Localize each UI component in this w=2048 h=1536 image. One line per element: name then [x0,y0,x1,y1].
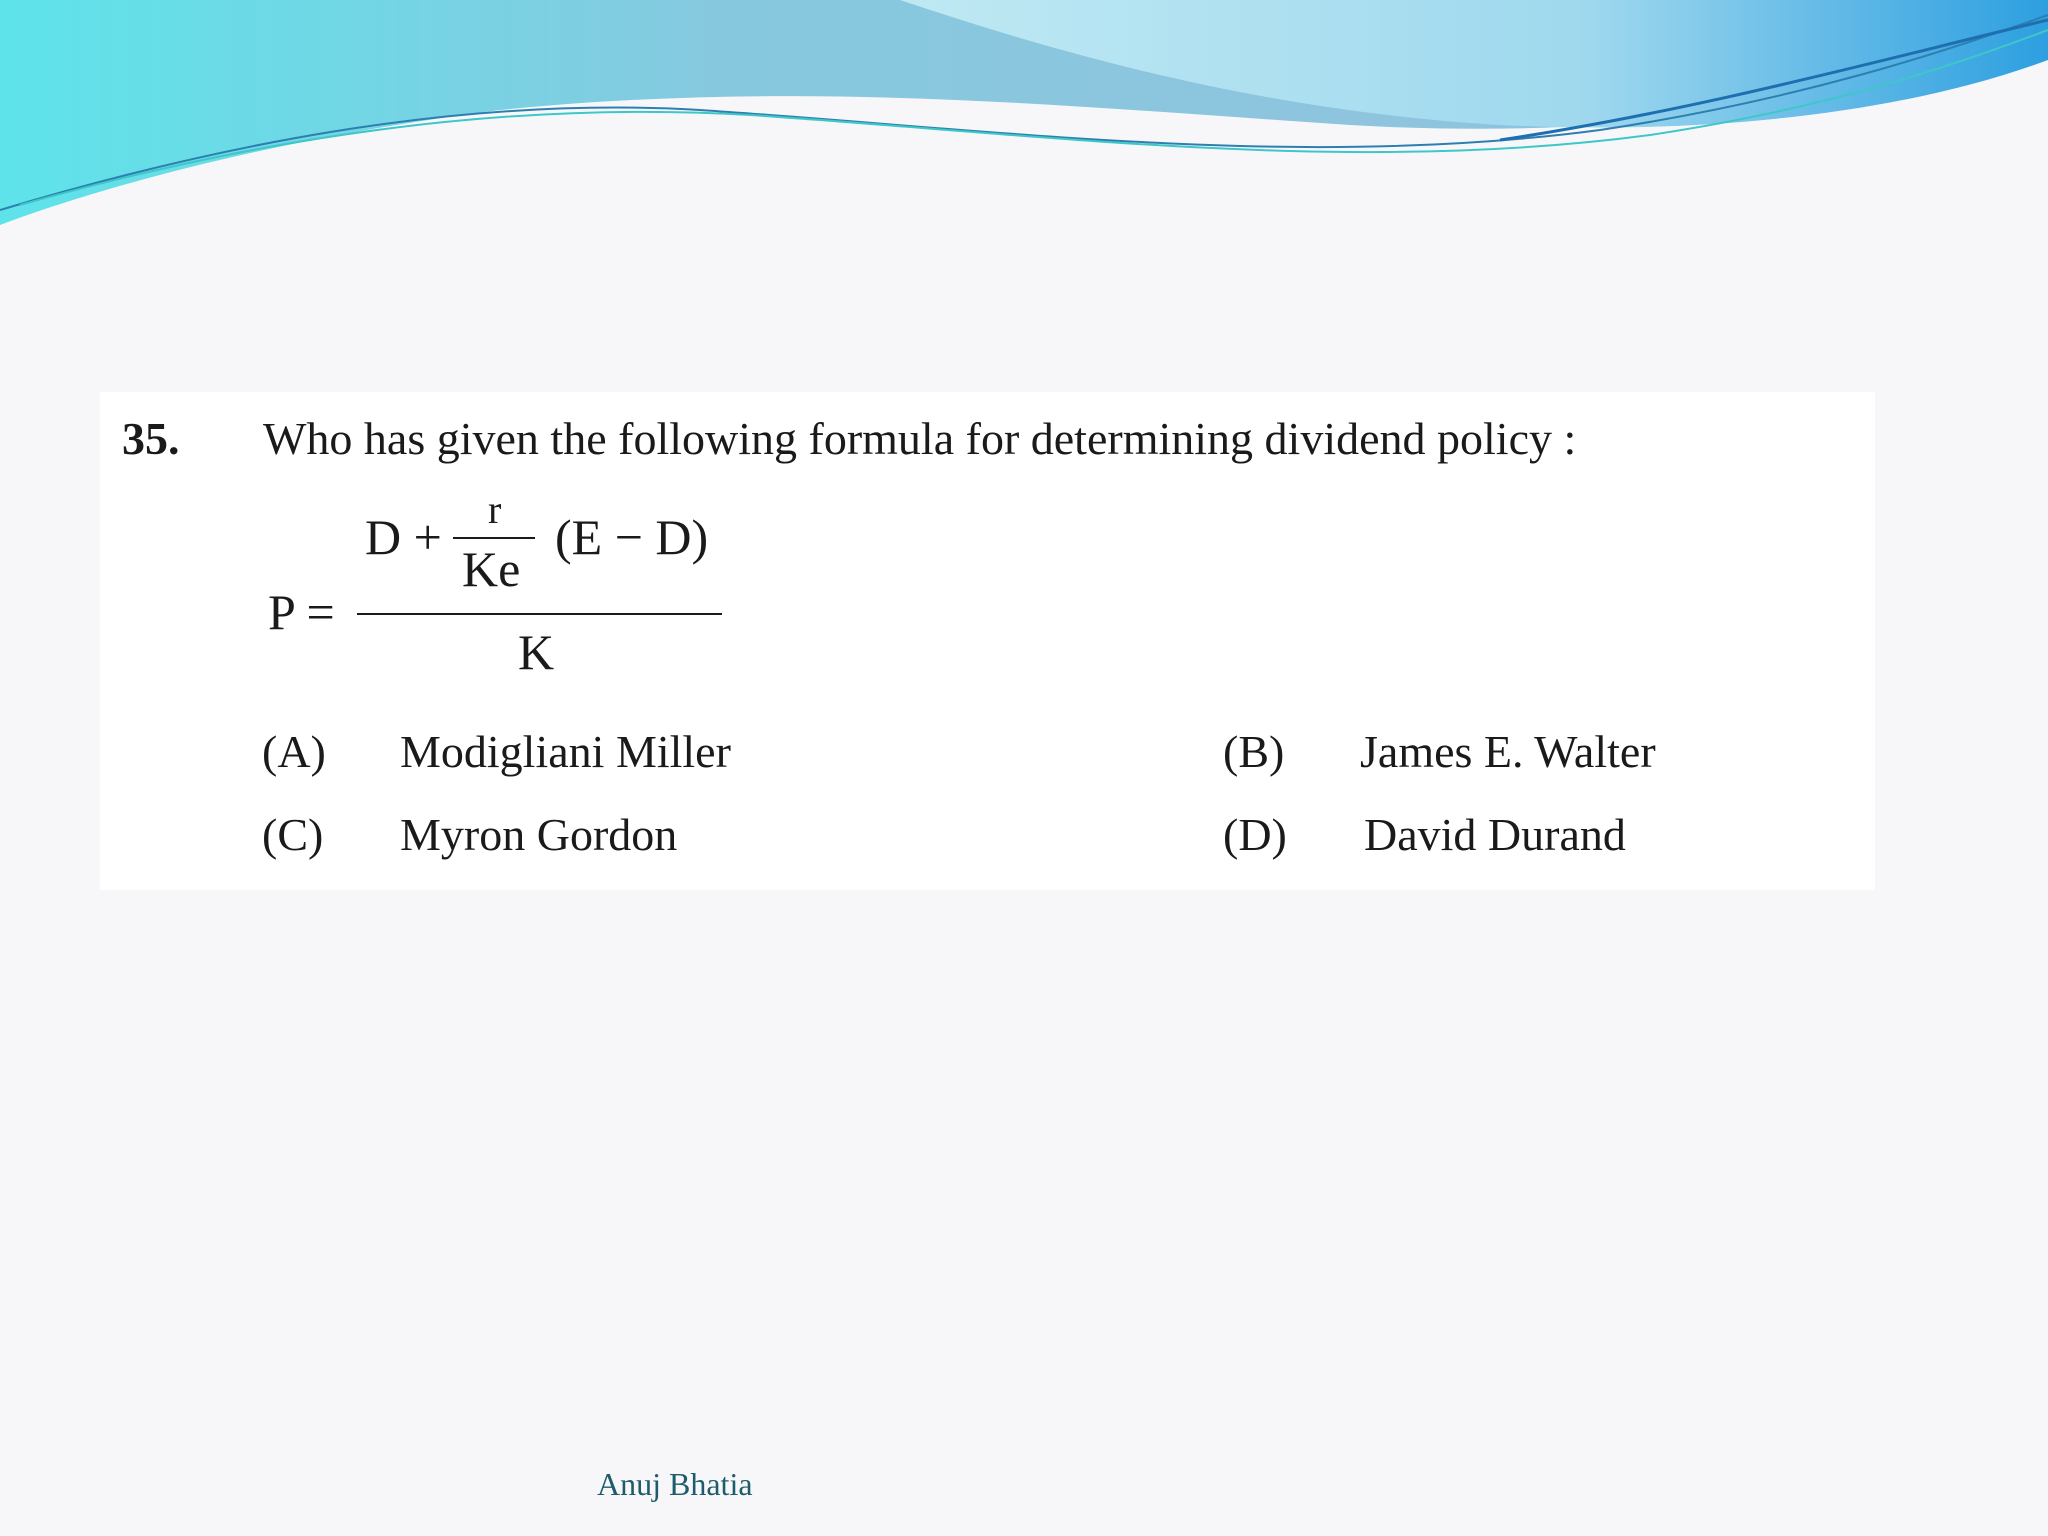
formula-denominator: K [518,624,555,680]
option-c-text[interactable]: Myron Gordon [400,809,678,860]
option-b-text[interactable]: James E. Walter [1360,726,1656,777]
header-wave-decoration [0,0,2048,240]
formula-inner-numerator: r [488,487,502,532]
option-b-label: (B) [1223,726,1285,777]
question-text: Who has given the following formula for determining dividend policy : [263,413,1577,464]
formula-inner-denominator: Ke [462,541,521,597]
question-card [100,392,1875,890]
question-number: 35. [122,413,180,464]
formula-numerator-start: D + [365,509,442,565]
formula-lhs: P = [268,584,335,640]
footer-author: Anuj Bhatia [597,1466,753,1502]
option-d-text[interactable]: David Durand [1364,809,1626,860]
option-a-text[interactable]: Modigliani Miller [400,726,731,777]
formula-numerator-end: (E − D) [555,509,709,565]
dividend-formula [265,487,865,702]
formula-main-fraction-bar [357,613,722,615]
option-a-label: (A) [262,726,326,777]
formula-inner-fraction-bar [453,537,535,539]
option-c-label: (C) [262,809,324,860]
option-d-label: (D) [1223,809,1287,860]
